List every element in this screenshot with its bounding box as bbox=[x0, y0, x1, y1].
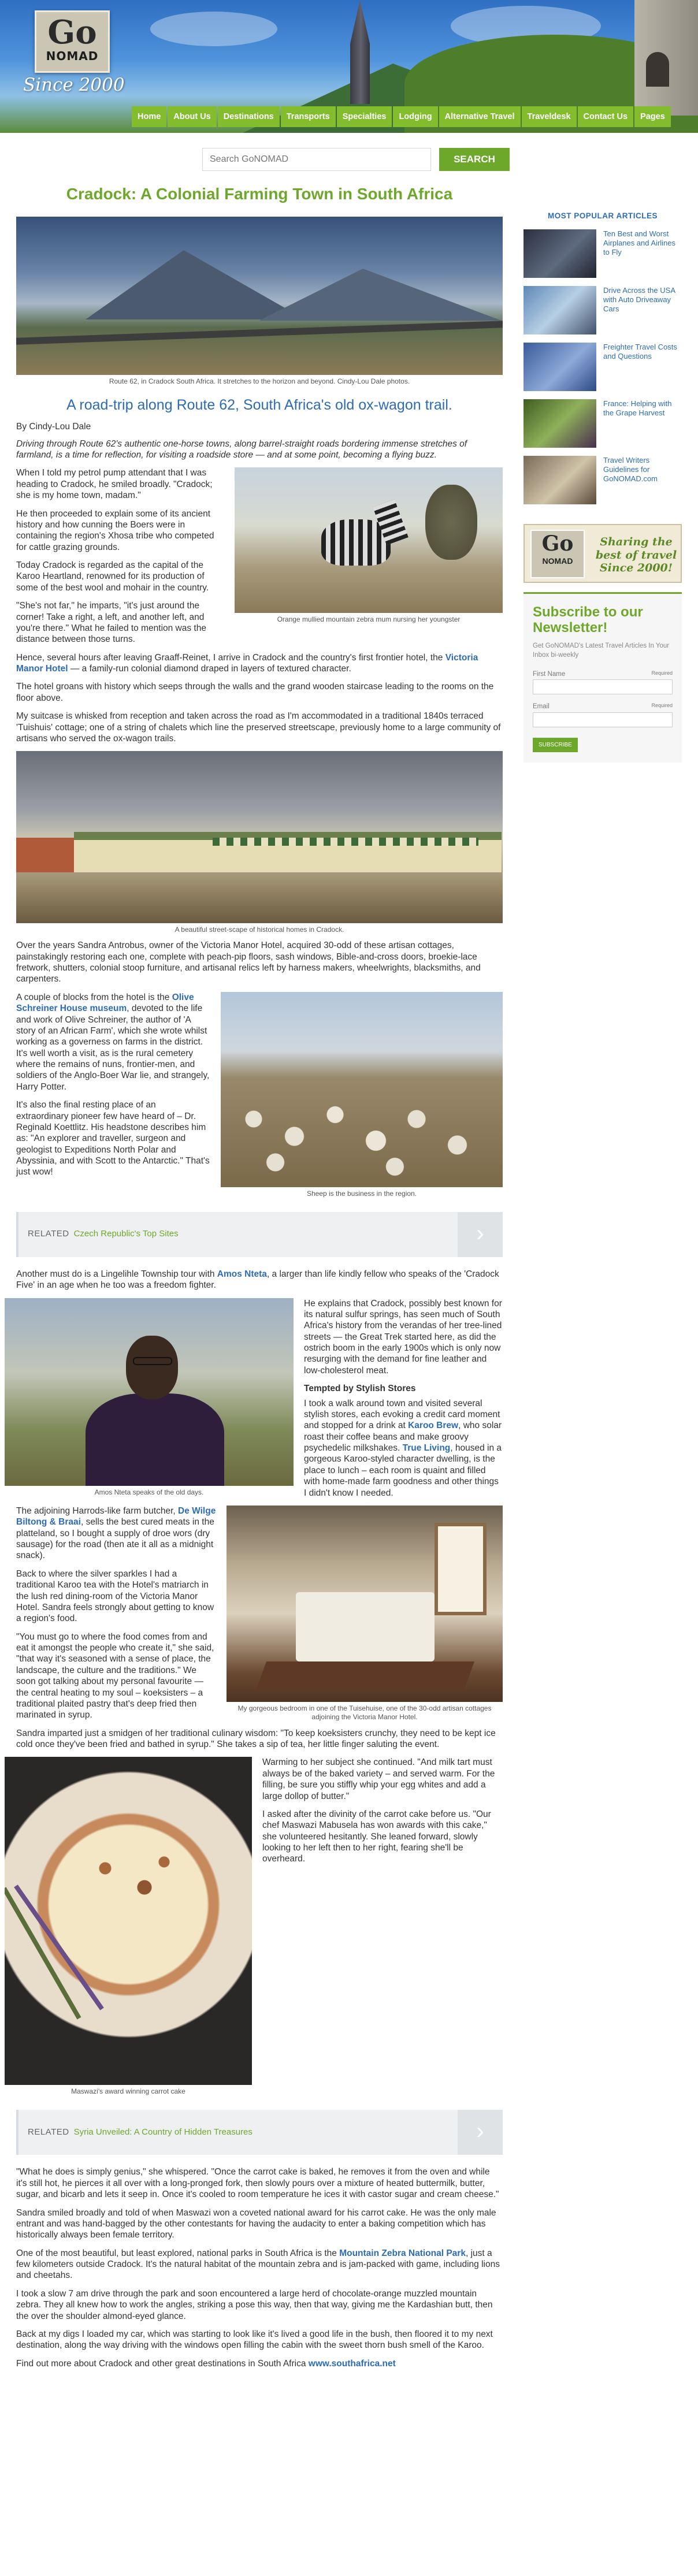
site-header bbox=[0, 0, 698, 133]
main-nav bbox=[132, 106, 672, 127]
paragraph bbox=[16, 1269, 503, 1291]
paragraph bbox=[16, 2358, 503, 2369]
text: Another must do is a Lingelihle Township tour with bbox=[16, 1269, 217, 1279]
amos-caption: Amos Nteta speaks of the old days. bbox=[94, 1488, 204, 1496]
text: A couple of blocks from the hotel is the bbox=[16, 992, 172, 1002]
street-building bbox=[16, 838, 80, 872]
newsletter-form bbox=[524, 592, 682, 763]
first-name-label: First Name bbox=[533, 671, 566, 678]
bedroom-rug bbox=[256, 1661, 474, 1690]
cake-topping bbox=[86, 1849, 184, 1913]
paragraph: "What he does is simply genius," she whispered. "Once the carrot cake is baked, he removes it from the oven and while it's still hot, he pierces it all over with a long-pronged fork, then slowly pours over a mixture of heated buttermilk, butter, sugar, and bicarb and lets it seep in. Once it's cooled to room temperature he ices it with castor sugar and cream cheese." bbox=[16, 2167, 499, 2200]
paragraph: It's also the final resting place of an extraordinary pioneer few have heard of – Dr. Reginald Koettlitz. His headstone describes him as: "An explorer and traveller, surgeon and geologist to Expeditions North Polar and Abyssinia, and with Scott to the Antarctic." That's just wow! bbox=[16, 1100, 210, 1177]
mountain-zebra-park-link[interactable]: Mountain Zebra National Park bbox=[339, 2248, 466, 2258]
popular-item[interactable] bbox=[524, 286, 682, 334]
related-article-syria[interactable] bbox=[16, 2110, 503, 2155]
street-caption: A beautiful street-scape of historical homes in Cradock. bbox=[174, 925, 344, 934]
search-bar bbox=[202, 148, 510, 171]
popular-title[interactable]: Ten Best and Worst Airplanes and Airlines to Fly bbox=[603, 229, 676, 257]
street-awning bbox=[213, 838, 478, 846]
text: , a larger than life kindly fellow who speaks of the 'Cradock Five' in an age when he too was a freedom fighter. bbox=[16, 1269, 499, 1291]
article bbox=[16, 184, 503, 2376]
street-photo bbox=[16, 751, 503, 923]
newsletter-title: Subscribe to our Newsletter! bbox=[533, 604, 643, 636]
paragraph: When I told my petrol pump attendant that I was heading to Cradock, he smiled broadly. "Cradock; she is my home town, madam." bbox=[16, 468, 213, 501]
paragraph: Warming to her subject she continued. "And milk tart must always be of the baked variety – and served warm. For the filling, be sure you stiffly whip your egg whites and add a large dollop of butter." bbox=[262, 1757, 495, 1801]
bedroom-photo bbox=[227, 1506, 503, 1702]
hero-caption: Route 62, in Cradock South Africa. It stretches to the horizon and beyond. Cindy-Lou Dale photos. bbox=[109, 377, 410, 385]
search-button[interactable]: SEARCH bbox=[439, 148, 510, 171]
stores-heading: Tempted by Stylish Stores bbox=[304, 1384, 416, 1394]
gonomad-ad-banner[interactable] bbox=[524, 524, 682, 583]
text: , just a few kilometers outside Cradock. It's the natural habitat of the mountain zebra and is jam-packed with game, including lions and cheetahs. bbox=[16, 2248, 500, 2281]
cake-caption: Maswazi's award winning carrot cake bbox=[71, 2087, 185, 2096]
nav-alternative-travel[interactable]: Alternative Travel bbox=[439, 106, 521, 127]
paragraph: "You must go to where the food comes from and eat it amongst the people who create it," she said, "that way it's seasoned with a sense of place, the landscape, the culture and the traditions." We soon got talking about my personal favourite — the central heating to my soul – koeksisters – a traditional plaited pastry that's deep fried then marinated in syrup. bbox=[16, 1631, 214, 1720]
logo-nomad-text: NOMAD bbox=[46, 49, 99, 63]
text: One of the most beautiful, but least explored, national parks in South Africa is the bbox=[16, 2248, 340, 2258]
amos-body bbox=[86, 1393, 224, 1486]
site-logo[interactable] bbox=[35, 10, 110, 73]
text: , devoted to the life and work of Olive Schreiner, the author of 'A story of an African Farm', which she wrote whilst working as a governess on farms in the district. It's well worth a visit, as is the rural cemetery where the remains of nuns, frontier-men, and soldiers of the Anglo-Boer War lie, and strangely, Harry Potter. bbox=[16, 1003, 210, 1092]
paragraph: I took a slow 7 am drive through the park and soon encountered a large herd of chocolate-orange muzzled mountain zebra. They all knew how to work the angles, striking a pose this way, then that way, giving me the Kardashian butt, then the over the shoulder almond-eyed glance. bbox=[16, 2288, 493, 2321]
sheep-photo bbox=[221, 992, 503, 1187]
cake-figure bbox=[5, 1757, 252, 2096]
bedroom-window bbox=[435, 1523, 487, 1615]
amos-figure bbox=[5, 1298, 294, 1497]
email-input[interactable] bbox=[533, 712, 673, 727]
popular-thumbnail[interactable] bbox=[524, 343, 596, 391]
amos-glasses bbox=[133, 1357, 172, 1365]
text: — a family-run colonial diamond draped in layers of textured character. bbox=[68, 664, 351, 674]
karoo-brew-link[interactable]: Karoo Brew bbox=[408, 1421, 459, 1431]
paragraph: I asked after the divinity of the carrot cake before us. "Our chef Maswazi Mabusela has won awards with this cake," she volunteered hesitantly. She leaned forward, slowly looking to her left then to her right, fearing she'll be overheard. bbox=[262, 1809, 491, 1864]
paragraph: Today Cradock is regarded as the capital of the Karoo Heartland, renowned for its production of some of the best wool and mohair in the country. bbox=[16, 560, 209, 593]
paragraph: Over the years Sandra Antrobus, owner of the Victoria Manor Hotel, acquired 30-odd of these artisan cottages, painstakingly restoring each one, complete with peach-pip floors, sash windows, Bible-and-cross doors, broekie-lace fretwork, shutters, colonial stoop furniture, and artisanal relics left by harness makers, wheelwrights, blacksmiths, and carpenters. bbox=[16, 941, 481, 984]
header-church-tower bbox=[634, 0, 698, 116]
sidebar bbox=[524, 211, 682, 763]
logo-since-tagline: Since 2000 bbox=[23, 75, 125, 95]
related-label: RELATED bbox=[28, 1229, 69, 1239]
ad-logo bbox=[530, 530, 585, 578]
text: Find out more about Cradock and other great destinations in South Africa bbox=[16, 2358, 309, 2369]
bedroom-bed bbox=[296, 1592, 435, 1661]
olive-schreiner-link[interactable]: Olive Schreiner House museum bbox=[16, 992, 194, 1014]
nav-lodging[interactable]: Lodging bbox=[393, 106, 437, 127]
zebra-figure bbox=[235, 467, 503, 624]
required-label: Required bbox=[651, 702, 673, 709]
room-caption: My gorgeous bedroom in one of the Tuisehuise, one of the 30-odd artisan cottages adjoining the Victoria Manor Hotel. bbox=[237, 1704, 492, 1721]
email-field bbox=[533, 702, 673, 727]
paragraph: Sandra imparted just a smidgen of her traditional culinary wisdom: "To keep koeksisters crunchy, they need to be kept ice cold once they've been fried and bathed in syrup." She takes a sip of tea, her little finger saluting the event. bbox=[16, 1728, 496, 1749]
zebra-bush bbox=[425, 485, 477, 560]
popular-heading: MOST POPULAR ARTICLES bbox=[547, 211, 658, 220]
ad-tagline: Sharing the best of travel Since 2000! bbox=[595, 535, 677, 575]
amos-head bbox=[126, 1336, 178, 1399]
related-label: RELATED bbox=[28, 2127, 69, 2137]
search-input[interactable] bbox=[202, 148, 431, 171]
text: I took a walk around town and visited several stylish stores, each evoking a credit card moment and stopped for a drink at bbox=[304, 1398, 500, 1431]
popular-thumbnail[interactable] bbox=[524, 456, 596, 504]
popular-title[interactable]: Freighter Travel Costs and Questions bbox=[603, 342, 677, 361]
newsletter-description: Get GoNOMAD's Latest Travel Articles In Your Inbox bi-weekly bbox=[533, 642, 670, 659]
room-figure bbox=[227, 1506, 503, 1722]
article-byline: By Cindy-Lou Dale bbox=[16, 422, 91, 432]
hero-road bbox=[16, 321, 503, 344]
subscribe-button[interactable]: SUBSCRIBE bbox=[533, 738, 578, 752]
chevron-right-icon[interactable]: › bbox=[458, 2110, 503, 2155]
text: , housed in a gorgeous Karoo-styled character dwelling, is the place to lunch – each room is quaint and filled with home-made farm goodness and other things I didn't know I needed. bbox=[304, 1443, 502, 1498]
nav-traveldesk[interactable]: Traveldesk bbox=[522, 106, 577, 127]
paragraph: Sandra smiled broadly and told of when Maswazi won a coveted national award for his carrot cake. He was the only male entrant and was hand-bagged by the other contestants for having the audacity to enter a baking competition which has historically always been female territory. bbox=[16, 2207, 496, 2240]
nav-about-us[interactable]: About Us bbox=[168, 106, 216, 127]
zebra-caption: Orange mullied mountain zebra mum nursing her youngster bbox=[277, 615, 461, 624]
zebra-photo bbox=[235, 467, 503, 613]
de-wilge-link[interactable]: De Wilge Biltong & Braai bbox=[16, 1506, 216, 1527]
popular-item[interactable] bbox=[524, 456, 682, 504]
ad-logo-nomad: NOMAD bbox=[542, 556, 573, 566]
paragraph: The hotel groans with history which seeps through the walls and the grand wooden staircase leading to the rooms on the floor above. bbox=[16, 682, 494, 703]
paragraph: Back at my digs I loaded my car, which was starting to look like it's lived a good life in the bush, then floored it to my next destination, along the way driving with the windows open filling the cabin with the sweet thorn bush smell of the Karoo. bbox=[16, 2329, 493, 2351]
amos-nteta-link[interactable]: Amos Nteta bbox=[217, 1269, 267, 1279]
sheep-caption: Sheep is the business in the region. bbox=[306, 1189, 417, 1198]
nav-home[interactable]: Home bbox=[132, 106, 166, 127]
article-title: Cradock: A Colonial Farming Town in South Africa bbox=[66, 185, 453, 203]
hero-photo-route62 bbox=[16, 217, 503, 375]
article-subtitle: A road-trip along Route 62, South Africa's old ox-wagon trail. bbox=[66, 397, 452, 413]
paragraph: Back to where the silver sparkles I had a traditional Karoo tea with the Hotel's matriarch in the lush red dining-room of the Victoria Manor Hotel. Sandra feels strongly about getting to know a region's food. bbox=[16, 1568, 214, 1624]
paragraph: He then proceeded to explain some of its ancient history and how cunning the Boers were in containing the region's Xhosa tribe who competed for cattle grazing grounds. bbox=[16, 508, 214, 552]
ad-logo-go: Go bbox=[541, 531, 574, 556]
sheep-flock bbox=[227, 1093, 498, 1180]
popular-title[interactable]: Drive Across the USA with Auto Driveaway Cars bbox=[603, 285, 675, 314]
paragraph: "She's not far," he imparts, "it's just around the corner! Take a right, a left, and another left, and you're there." What he failed to mention was the distance between those turns. bbox=[16, 601, 206, 645]
carrot-cake-photo bbox=[5, 1757, 252, 2085]
sheep-figure bbox=[221, 992, 503, 1198]
amos-photo bbox=[5, 1298, 294, 1486]
nav-transports[interactable]: Transports bbox=[281, 106, 336, 127]
true-living-link[interactable]: True Living bbox=[402, 1443, 451, 1453]
nav-contact-us[interactable]: Contact Us bbox=[578, 106, 634, 127]
logo-go-text: Go bbox=[47, 13, 97, 51]
hero-mountain bbox=[259, 269, 502, 321]
article-lede: Driving through Route 62's authentic one-horse towns, along barrel-straight roads bordering immense stretches of farmland, is a time for reflection, for visiting a roadside store — and at some point, becoming a flying buzz. bbox=[16, 438, 467, 460]
paragraph bbox=[16, 652, 503, 675]
related-title[interactable]: Czech Republic's Top Sites bbox=[73, 1229, 179, 1239]
nav-pages[interactable]: Pages bbox=[634, 106, 671, 127]
southafrica-link[interactable]: www.southafrica.net bbox=[308, 2358, 396, 2369]
nav-destinations[interactable]: Destinations bbox=[218, 106, 280, 127]
email-label: Email bbox=[533, 703, 550, 711]
text: Hence, several hours after leaving Graaff-Reinet, I arrive in Cradock and the country's first frontier hotel, the bbox=[16, 652, 445, 663]
popular-title[interactable]: Travel Writers Guidelines for GoNOMAD.com bbox=[603, 455, 658, 484]
paragraph: My suitcase is whisked from reception and taken across the road as I'm accommodated in a traditional 1840s terraced 'Tuishuis' cottage; one of a string of chalets which line the preserved streetscape, previously home to a large community of artisans who served the ox-wagon trails. bbox=[16, 711, 501, 744]
header-church-spire bbox=[350, 0, 370, 104]
nav-specialties[interactable]: Specialties bbox=[337, 106, 392, 127]
first-name-field bbox=[533, 670, 673, 694]
header-cloud bbox=[150, 12, 277, 46]
related-title[interactable]: Syria Unveiled: A Country of Hidden Treasures bbox=[73, 2127, 253, 2137]
text: The adjoining Harrods-like farm butcher, bbox=[16, 1506, 178, 1516]
paragraph bbox=[16, 2248, 503, 2281]
text: , who solar roast their coffee beans and make groovy psychedelic milkshakes. bbox=[304, 1421, 502, 1453]
first-name-input[interactable] bbox=[533, 679, 673, 694]
cake-lavender bbox=[5, 1887, 81, 2020]
popular-title[interactable]: France: Helping with the Grape Harvest bbox=[603, 399, 672, 418]
popular-item[interactable] bbox=[524, 343, 682, 391]
popular-item[interactable] bbox=[524, 399, 682, 448]
popular-item[interactable] bbox=[524, 229, 682, 278]
related-article-czech[interactable] bbox=[16, 1212, 503, 1257]
popular-thumbnail[interactable] bbox=[524, 286, 596, 334]
popular-thumbnail[interactable] bbox=[524, 229, 596, 278]
paragraph: He explains that Cradock, possibly best known for its natural sulfur springs, has seen much of South Africa's history from the verandas of her tree-lined streets — the Great Trek started here, as did the ostrich boom in the early 1900s which is only now resurging with the demand for fine leather and low-cholesterol meat. bbox=[304, 1298, 502, 1376]
text: , sells the best cured meats in the platteland, so I bought a supply of droe wors (dry sausage) for the road (then ate it all as a midnight snack). bbox=[16, 1517, 214, 1561]
required-label: Required bbox=[651, 670, 673, 676]
popular-thumbnail[interactable] bbox=[524, 399, 596, 448]
chevron-right-icon[interactable]: › bbox=[458, 1212, 503, 1257]
victoria-manor-link[interactable]: Victoria Manor Hotel bbox=[16, 652, 478, 674]
